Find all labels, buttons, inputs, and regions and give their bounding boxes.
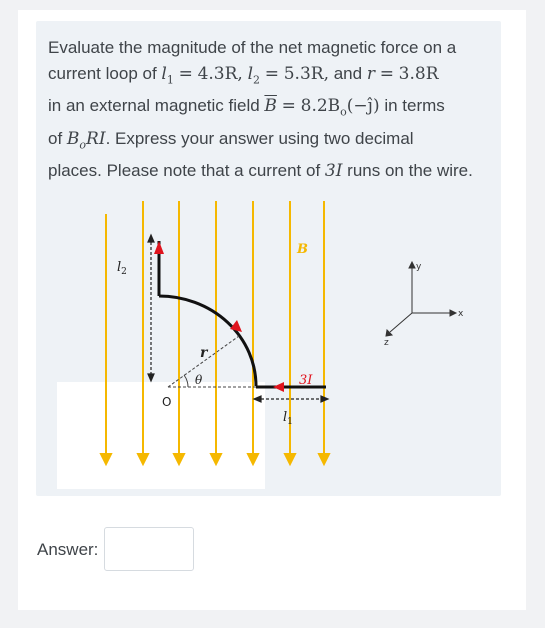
field-label-B: B: [297, 242, 308, 257]
B-direction: (−ĵ): [346, 96, 380, 117]
l2-symbol: $l_2$: [247, 64, 260, 87]
axis-z-label: z: [384, 338, 389, 348]
current-3I-symbol: 3I: [324, 161, 343, 182]
r-label: r: [200, 345, 208, 361]
r-symbol: r: [366, 64, 375, 84]
question-line1: Evaluate the magnitude of the net magnetic force on a: [48, 38, 457, 57]
l2-value: 5.3R: [283, 64, 324, 84]
l1-symbol: $l_1$: [161, 64, 174, 87]
white-patch: [57, 382, 265, 489]
origin-label: O: [162, 395, 172, 409]
axis-y-label: y: [416, 262, 422, 272]
question-box: [36, 21, 501, 496]
l1-label: $l_1$: [283, 410, 293, 427]
current-label-3I: 3I: [299, 373, 313, 388]
magnetic-field-figure: [54, 184, 494, 489]
question-text: Evaluate the magnitude of the net magnetic force on a current loop of $l_1 = 4.3R$, $l_2 = 5.3R$, and r = 3.8R in an external magnetic field $\overline{B}$ = $8.2B_o(-ĵ)$ in terms of $B_oRI$. Express your answer using two decimal places. Please note that a current of 3I runs on the wire.: [48, 38, 473, 182]
current-arrow-left: [273, 382, 284, 392]
wire-arc: [159, 296, 256, 386]
l2-label: $l_2$: [117, 260, 127, 277]
BoRI-symbol: $B_oRI$: [66, 128, 106, 152]
answer-label: Answer:: [37, 540, 99, 559]
l2-dimension: [148, 235, 154, 381]
B-value: $8.2B_o$: [300, 96, 347, 119]
axis-x-label: x: [458, 309, 464, 319]
answer-input[interactable]: [104, 527, 194, 571]
l1-value: 4.3R: [197, 64, 238, 84]
r-value: 3.8R: [398, 64, 439, 84]
current-arrow-up: [154, 241, 164, 254]
coordinate-axes: [386, 262, 456, 336]
theta-label: θ: [195, 373, 203, 387]
B-vector-symbol: $\overline{B}$: [264, 96, 277, 117]
question-card: [18, 10, 526, 610]
